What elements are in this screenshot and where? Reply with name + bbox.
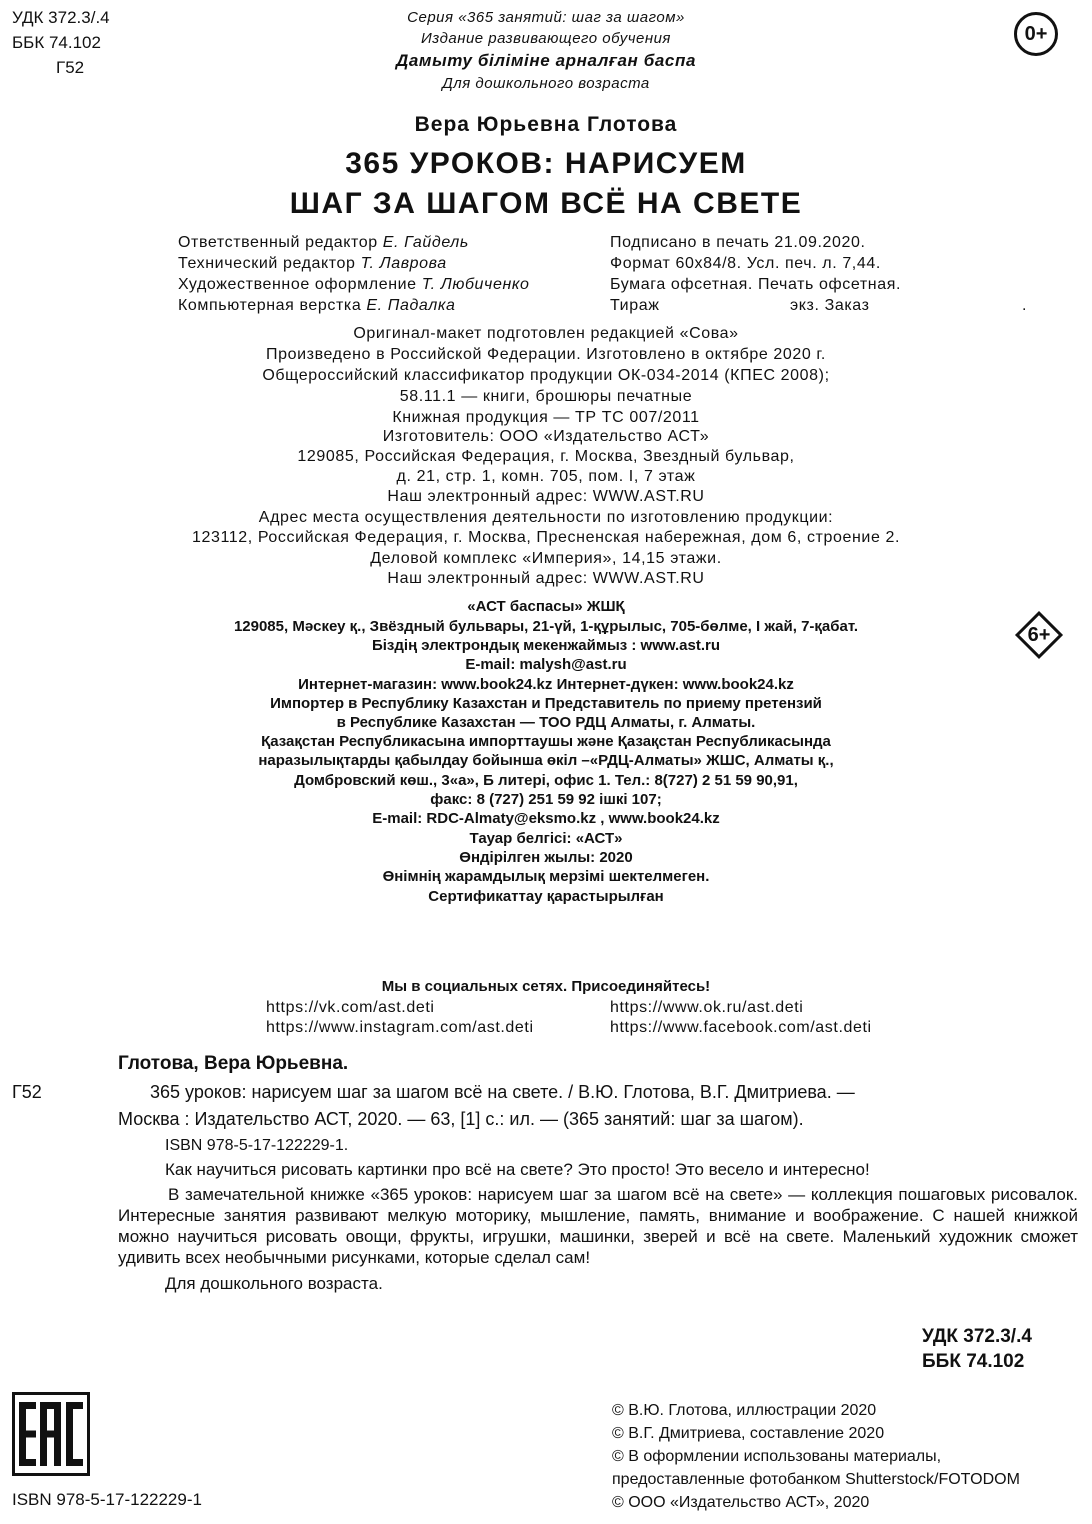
social-heading: Мы в социальных сетях. Присоединяйтесь!	[381, 978, 711, 995]
production-line: Общероссийский классификатор продукции ОК-034-2014 (КПЕС 2008);	[262, 367, 830, 384]
production-line: Изготовитель: ООО «Издательство АСТ»	[382, 428, 710, 445]
production-line: Деловой комплекс «Империя», 14,15 этажи.	[370, 550, 722, 567]
production-line: д. 21, стр. 1, комн. 705, пом. I, 7 этаж	[396, 468, 696, 485]
production-line: Произведено в Российской Федерации. Изготовлено в октябре 2020 г.	[266, 346, 826, 363]
series-edition: Издание развивающего обучения	[421, 30, 671, 47]
eac-mark-icon	[12, 1392, 90, 1476]
udk-code: УДК 372.3/.4	[12, 8, 110, 27]
series-age: Для дошкольного возраста	[442, 75, 650, 92]
biblio-entry-line1: 365 уроков: нарисуем шаг за шагом всё на свете. / В.Ю. Глотова, В.Г. Дмитриева. —	[150, 1082, 855, 1102]
production-line: Адрес места осуществления деятельности по изготовлению продукции:	[258, 509, 834, 526]
social-link-facebook[interactable]: https://www.facebook.com/ast.deti	[610, 1019, 872, 1036]
credit-line: Художественное оформление Т. Любиченко	[178, 276, 530, 293]
author-name: Вера Юрьевна Глотова	[414, 113, 678, 136]
production-line: 123112, Российская Федерация, г. Москва, Пресненская набережная, дом 6, строение 2.	[191, 529, 901, 546]
series-kazakh: Дамыту біліміне арналған баспа	[395, 51, 697, 70]
biblio-isbn: ISBN 978-5-17-122229-1.	[165, 1137, 349, 1154]
biblio-author: Глотова, Вера Юрьевна.	[118, 1053, 349, 1074]
age-rating-diamond: 6+	[1014, 610, 1064, 660]
production-line: 58.11.1 — книги, брошюры печатные	[399, 388, 693, 405]
biblio-code: Г52	[12, 1082, 42, 1102]
order-end: .	[1022, 297, 1028, 314]
kazakh-line: E-mail: malysh@ast.ru	[465, 656, 627, 673]
kazakh-line: Домбровский көш., 3«а», Б литері, офис 1. Тел.: 8(727) 2 51 59 90,91,	[294, 772, 798, 789]
production-line: Оригинал-макет подготовлен редакцией «Сова»	[353, 325, 739, 342]
print-run-label: Тираж	[610, 297, 660, 314]
kazakh-line: наразылықтарды қабылдау бойынша өкіл –«РДЦ-Алматы» ЖШС, Алматы қ.,	[258, 752, 834, 769]
credit-line: Компьютерная верстка Е. Падалка	[178, 297, 456, 314]
kazakh-line: факс: 8 (727) 251 59 92 ішкі 107;	[430, 791, 662, 808]
annotation-intro: Как научиться рисовать картинки про всё на свете? Это просто! Это весело и интересно!	[165, 1160, 870, 1179]
social-link-ok[interactable]: https://www.ok.ru/ast.deti	[610, 999, 804, 1016]
copyright-line: © В.Г. Дмитриева, составление 2020	[612, 1425, 885, 1442]
kazakh-line: Сертификаттау қарастырылған	[428, 888, 664, 905]
kazakh-line: Тауар белгісі: «АСТ»	[469, 830, 623, 847]
production-line: Книжная продукция — ТР ТС 007/2011	[392, 409, 700, 426]
kazakh-line: Қазақстан Республикасына импорттаушы және Қазақстан Республикасында	[261, 733, 831, 750]
footer-bbk: ББК 74.102	[922, 1351, 1025, 1372]
kazakh-line: Өндірілген жылы: 2020	[459, 849, 633, 866]
social-link-instagram[interactable]: https://www.instagram.com/ast.deti	[266, 1019, 534, 1036]
bbk-code: ББК 74.102	[12, 33, 101, 52]
kazakh-line: E-mail: RDC-Almaty@eksmo.kz , www.book24.kz	[372, 810, 720, 827]
annotation-body: В замечательной книжке «365 уроков: нарисуем шаг за шагом всё на свете» — коллекция пошаговых рисовалок. Интересные занятия развивают мелкую моторику, мышление, память, внимание и воображение. С нашей книжкой можно научиться рисовать овощи, фрукты, игрушки, машинки, зверей и всё на свете. Маленький художник сможет удивить всех необычными рисунками, которые сделал сам!	[118, 1185, 1078, 1267]
annotation-age: Для дошкольного возраста.	[165, 1274, 383, 1293]
print-info: Подписано в печать 21.09.2020.	[610, 234, 866, 251]
copyright-line: © В.Ю. Глотова, иллюстрации 2020	[612, 1402, 877, 1419]
age-rating-badge: 0+	[1014, 12, 1058, 56]
footer-udk: УДК 372.3/.4	[922, 1326, 1032, 1347]
biblio-entry-line2: Москва : Издательство АСТ, 2020. — 63, [1] с.: ил. — (365 занятий: шаг за шагом).	[118, 1109, 804, 1129]
book-title-line1: 365 УРОКОВ: НАРИСУЕМ	[345, 147, 747, 180]
kazakh-line: Өнімнің жарамдылық мерзімі шектелмеген.	[382, 868, 710, 885]
copyright-line: © ООО «Издательство АСТ», 2020	[612, 1494, 870, 1511]
credit-line: Технический редактор Т. Лаврова	[178, 255, 447, 272]
kazakh-line: 129085, Мәскеу қ., Звёздный бульвары, 21-үй, 1-құрылыс, 705-бөлме, I жай, 7-қабат.	[233, 618, 859, 635]
kazakh-line: Біздің электрондық мекенжаймыз : www.ast.ru	[371, 637, 721, 654]
kazakh-line: Импортер в Республику Казахстан и Представитель по приему претензий	[270, 695, 822, 712]
footer-isbn: ISBN 978-5-17-122229-1	[12, 1490, 202, 1509]
kazakh-line: «АСТ баспасы» ЖШҚ	[467, 598, 625, 615]
production-line: 129085, Российская Федерация, г. Москва, Звездный бульвар,	[297, 448, 795, 465]
series-name: Серия «365 занятий: шаг за шагом»	[407, 9, 685, 26]
production-line: Наш электронный адрес: WWW.AST.RU	[387, 570, 705, 587]
copyright-line: предоставленные фотобанком Shutterstock/FOTODOM	[612, 1471, 1020, 1488]
book-title-line2: ШАГ ЗА ШАГОМ ВСЁ НА СВЕТЕ	[289, 187, 803, 220]
kazakh-line: в Республике Казахстан — ТОО РДЦ Алматы, г. Алматы.	[336, 714, 756, 731]
print-info: Бумага офсетная. Печать офсетная.	[610, 276, 902, 293]
copyright-line: © В оформлении использованы материалы,	[612, 1448, 942, 1465]
print-info: Формат 60x84/8. Усл. печ. л. 7,44.	[610, 255, 881, 272]
production-line: Наш электронный адрес: WWW.AST.RU	[387, 488, 705, 505]
credit-line: Ответственный редактор Е. Гайдель	[178, 234, 469, 251]
author-sign: Г52	[56, 58, 85, 77]
order-label: экз. Заказ	[790, 297, 870, 314]
kazakh-line: Интернет-магазин: www.book24.kz Интернет-дүкен: www.book24.kz	[298, 676, 794, 693]
social-link-vk[interactable]: https://vk.com/ast.deti	[266, 999, 435, 1016]
